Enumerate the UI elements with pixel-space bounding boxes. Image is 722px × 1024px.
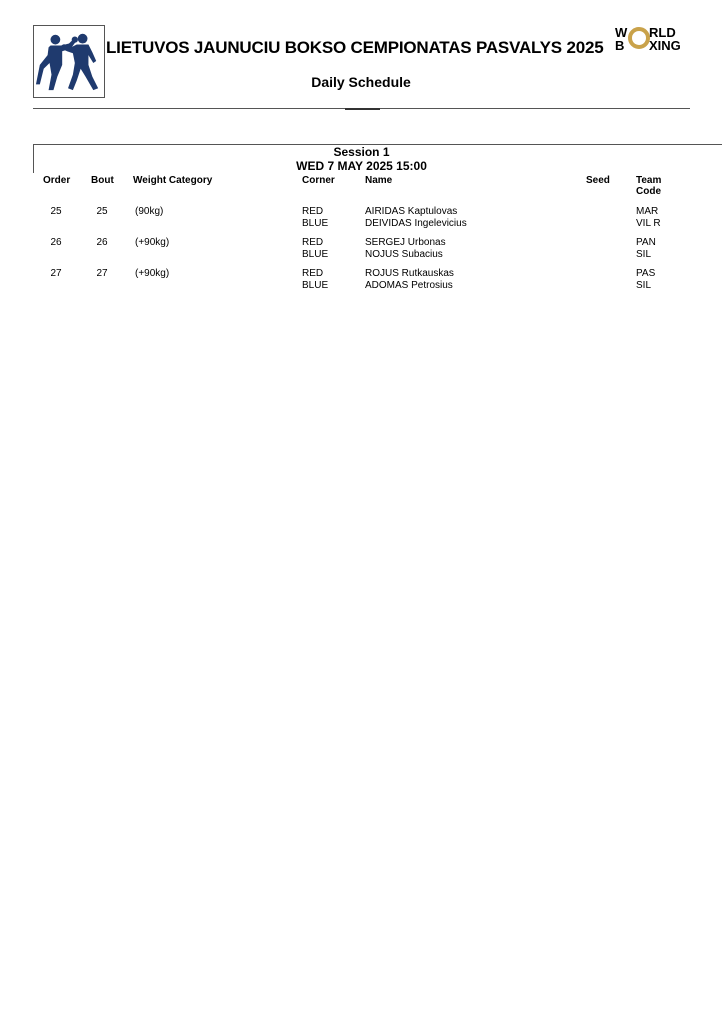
svg-text:RLD: RLD — [649, 25, 676, 40]
bout-order: 25 — [50, 206, 62, 217]
col-header-bout: Bout — [91, 175, 114, 186]
header-divider-accent — [345, 108, 380, 110]
red-team-code: PAS — [636, 268, 656, 279]
bout-number: 26 — [96, 237, 108, 248]
red-corner: RED — [302, 206, 324, 217]
blue-corner: BLUE — [302, 280, 329, 291]
table-row — [0, 237, 722, 268]
col-header-seed: Seed — [586, 175, 610, 186]
bout-number: 25 — [96, 206, 108, 217]
red-team-code: MAR — [636, 206, 659, 217]
red-boxer-name: ROJUS Rutkauskas — [365, 268, 454, 279]
col-header-name: Name — [365, 175, 393, 186]
blue-boxer-name: ADOMAS Petrosius — [365, 280, 453, 291]
svg-text:XING: XING — [649, 38, 681, 53]
blue-boxer-name: NOJUS Subacius — [365, 249, 443, 260]
blue-corner: BLUE — [302, 249, 329, 260]
col-header-team-code: Code — [636, 186, 661, 197]
red-boxer-name: AIRIDAS Kaptulovas — [365, 206, 458, 217]
red-team-code: PAN — [636, 237, 656, 248]
svg-text:W: W — [615, 25, 628, 40]
blue-boxer-name: DEIVIDAS Ingelevicius — [365, 218, 467, 229]
weight-category: (+90kg) — [135, 237, 170, 248]
table-row — [0, 206, 722, 237]
table-row — [0, 268, 722, 299]
red-boxer-name: SERGEJ Urbonas — [365, 237, 446, 248]
svg-text:B: B — [615, 38, 625, 53]
bout-number: 27 — [96, 268, 108, 279]
blue-team-code: SIL — [636, 249, 652, 260]
session-title: Session 1 — [333, 145, 390, 159]
bout-order: 27 — [50, 268, 62, 279]
page-title: LIETUVOS JAUNUCIU BOKSO CEMPIONATAS PASVALYS 2025 — [106, 38, 604, 57]
col-header-weight: Weight Category — [133, 175, 213, 186]
session-datetime: WED 7 MAY 2025 15:00 — [296, 159, 427, 173]
col-header-corner: Corner — [302, 175, 335, 186]
col-header-order: Order — [43, 175, 71, 186]
blue-team-code: SIL — [636, 280, 652, 291]
document-subtitle: Daily Schedule — [311, 74, 411, 90]
blue-team-code: VIL R — [636, 218, 661, 229]
red-corner: RED — [302, 237, 324, 248]
red-corner: RED — [302, 268, 324, 279]
weight-category: (+90kg) — [135, 268, 170, 279]
col-header-team: Team — [636, 175, 662, 186]
bout-order: 26 — [50, 237, 62, 248]
weight-category: (90kg) — [135, 206, 164, 217]
world-boxing-logo-icon — [613, 23, 693, 55]
world-boxing-logo — [613, 23, 693, 55]
blue-corner: BLUE — [302, 218, 329, 229]
